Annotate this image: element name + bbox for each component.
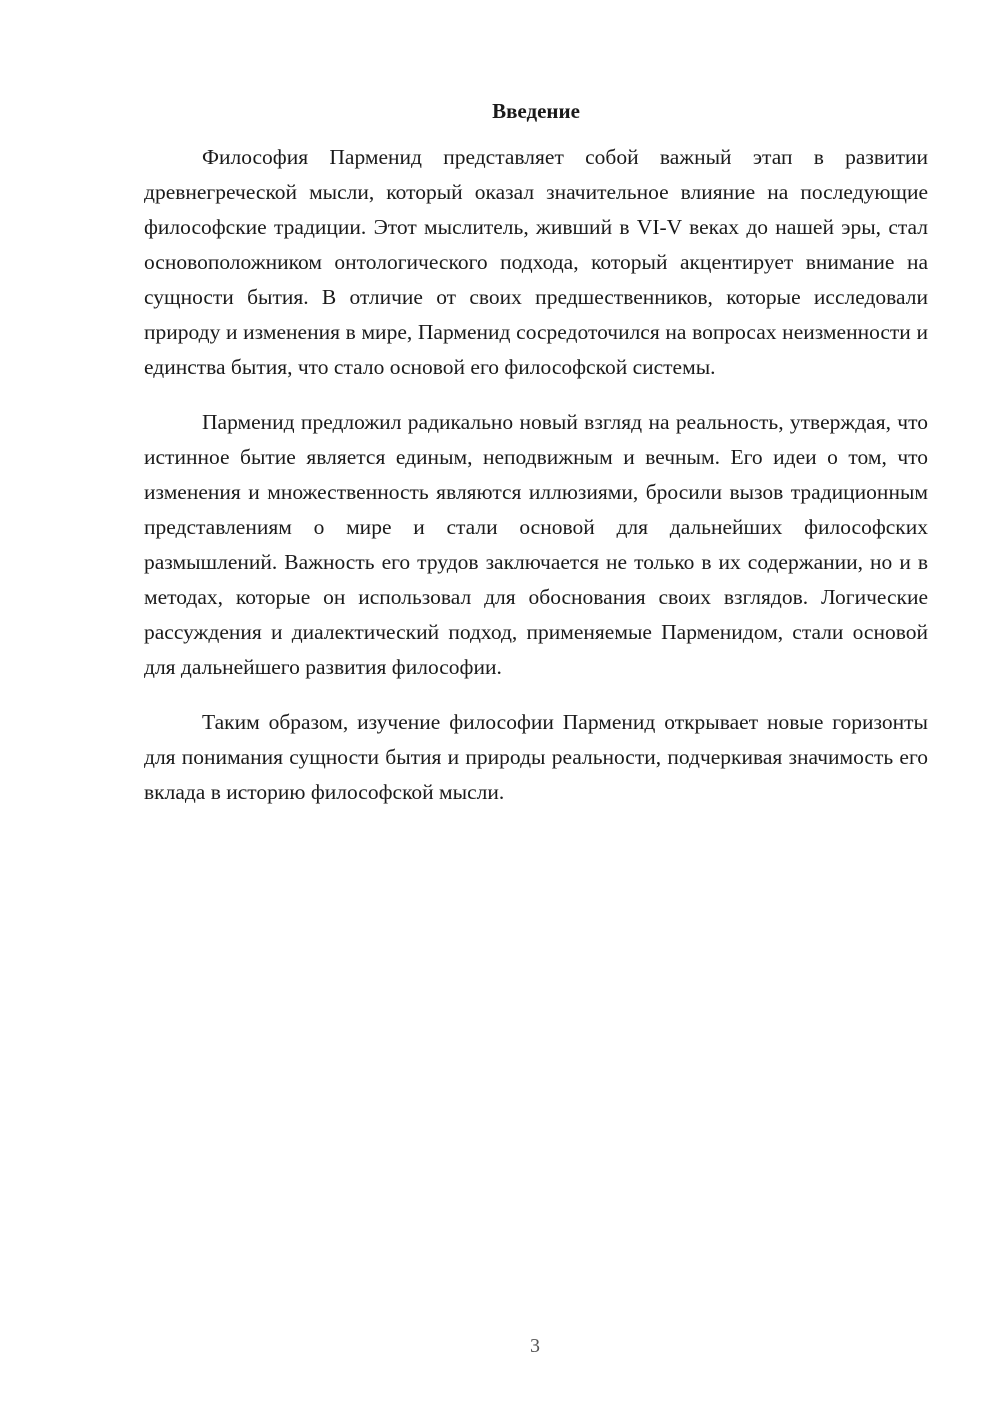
paragraph-2: Парменид предложил радикально новый взгляд на реальность, утверждая, что истинное бытие является единым, неподвижным и вечным. Его идеи о том, что изменения и множественность являются иллюзиями, бросили вызов традиционным представлениям о мире и стали основой для дальнейших философских размышлений. Важность его трудов заключается не только в их содержании, но и в методах, которые он использовал для обоснования своих взглядов. Логические рассуждения и диалектический подход, применяемые Парменидом, стали основой для дальнейшего развития философии. (144, 410, 928, 679)
paragraph-1: Философия Парменид представляет собой важный этап в развитии древнегреческой мысли, который оказал значительное влияние на последующие философские традиции. Этот мыслитель, живший в VI-V веках до нашей эры, стал основоположником онтологического подхода, который акцентирует внимание на сущности бытия. В отличие от своих предшественников, которые исследовали природу и изменения в мире, Парменид сосредоточился на вопросах неизменности и единства бытия, что стало основой его философской системы. (144, 145, 928, 379)
paragraph-3: Таким образом, изучение философии Парменид открывает новые горизонты для понимания сущности бытия и природы реальности, подчеркивая значимость его вклада в историю философской мысли. (144, 710, 928, 804)
page-content (144, 96, 928, 830)
section-title: Введение (492, 99, 580, 123)
page-number: 3 (530, 1335, 540, 1357)
